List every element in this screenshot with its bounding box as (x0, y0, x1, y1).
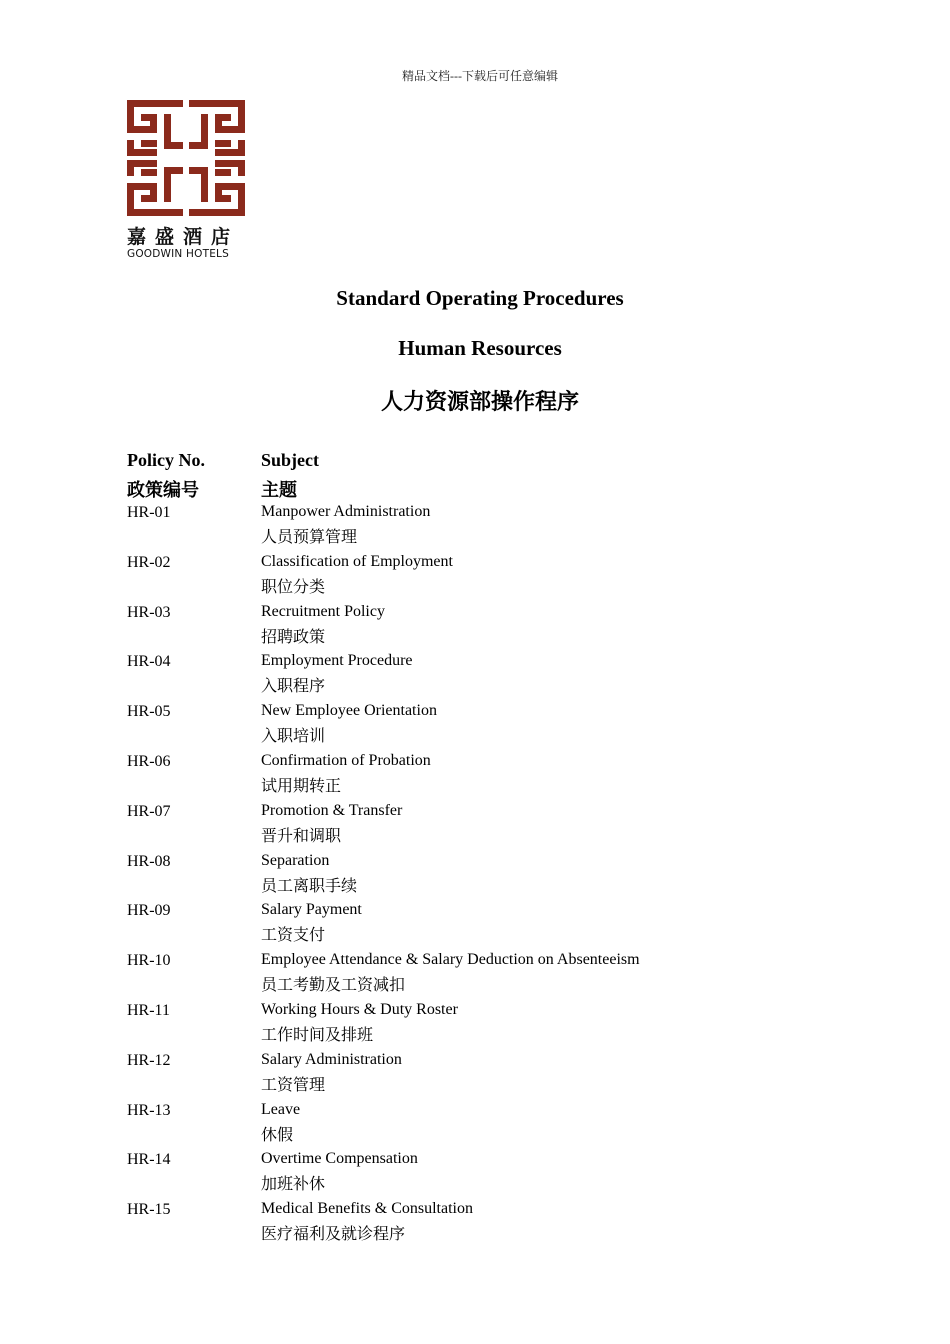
policy-number: HR-11 (127, 1001, 170, 1019)
subject-chinese: 人员预算管理 (261, 529, 358, 546)
subject-english: Confirmation of Probation (261, 751, 431, 769)
subject-english: Employment Procedure (261, 652, 413, 670)
subject-english: Promotion & Transfer (261, 801, 403, 819)
department-title: Human Resources (398, 336, 562, 360)
table-row (127, 851, 827, 901)
logo-chinese-name: 嘉盛酒店 (127, 226, 240, 248)
policy-subject (261, 701, 437, 751)
subject-chinese: 试用期转正 (261, 777, 342, 795)
subject-chinese: 工作时间及排班 (261, 1026, 374, 1044)
subject-chinese: 休假 (261, 1126, 294, 1144)
policy-subject (261, 552, 453, 602)
subject-chinese: 入职培训 (261, 728, 326, 746)
subject-chinese: 职位分类 (261, 578, 326, 596)
table-row (127, 950, 827, 1000)
policy-subject (261, 1149, 418, 1199)
table-header-en (127, 450, 827, 476)
policy-number: HR-14 (127, 1151, 171, 1169)
table-row (127, 1149, 827, 1199)
subject-english: Leave (261, 1100, 301, 1118)
policy-number: HR-12 (127, 1051, 171, 1069)
subject-english: Separation (261, 851, 330, 869)
policy-subject (261, 1050, 402, 1100)
policy-no-header: Policy No. (127, 450, 205, 470)
policy-number: HR-13 (127, 1101, 171, 1119)
subject-english: Classification of Employment (261, 552, 453, 570)
policy-number: HR-15 (127, 1201, 171, 1219)
policy-number: HR-01 (127, 504, 171, 521)
subject-english: Recruitment Policy (261, 602, 385, 620)
subject-english: Medical Benefits & Consultation (261, 1200, 473, 1218)
subject-chinese: 晋升和调职 (261, 827, 342, 845)
policy-number: HR-07 (127, 802, 171, 820)
policy-subject (261, 602, 385, 652)
policy-subject (261, 1000, 458, 1050)
policy-number: HR-09 (127, 902, 171, 920)
table-row (127, 900, 827, 950)
subject-english: Employee Attendance & Salary Deduction on Absenteeism (261, 951, 640, 969)
policy-number: HR-10 (127, 952, 171, 970)
table-row (127, 1100, 827, 1150)
subject-chinese: 员工考勤及工资减扣 (261, 977, 406, 995)
policy-subject (261, 651, 413, 701)
subject-chinese: 医疗福利及就诊程序 (261, 1226, 406, 1244)
table-row (127, 602, 827, 652)
subject-english: New Employee Orientation (261, 702, 437, 720)
subject-chinese: 员工离职手续 (261, 877, 358, 895)
subject-english: Manpower Administration (261, 503, 431, 520)
table-header-cn (127, 476, 827, 502)
table-row (127, 552, 827, 602)
policy-number: HR-06 (127, 752, 171, 770)
policy-number: HR-03 (127, 603, 171, 621)
policy-table (127, 450, 827, 1249)
subject-chinese: 招聘政策 (261, 628, 326, 646)
goodwin-hotels-logo (127, 100, 247, 265)
table-row (127, 651, 827, 701)
policy-subject (261, 751, 431, 801)
policy-number: HR-08 (127, 852, 171, 870)
subject-chinese: 工资支付 (261, 927, 326, 945)
policy-subject (261, 502, 430, 552)
table-row (127, 502, 827, 552)
table-row (127, 1199, 827, 1249)
subject-english: Working Hours & Duty Roster (261, 1000, 458, 1018)
subject-header-cn: 主题 (261, 480, 297, 500)
table-row (127, 801, 827, 851)
table-row (127, 1000, 827, 1050)
policy-no-header-cn: 政策编号 (127, 480, 199, 500)
subject-chinese: 入职程序 (261, 678, 326, 696)
policy-subject (261, 900, 362, 950)
table-row (127, 1050, 827, 1100)
document-title: Standard Operating Procedures (336, 286, 624, 310)
policy-subject (261, 851, 357, 901)
policy-number: HR-04 (127, 653, 171, 671)
logo-english-name: GOODWIN HOTELS (127, 248, 229, 260)
department-title-cn: 人力资源部操作程序 (380, 389, 579, 414)
subject-chinese: 加班补休 (261, 1176, 326, 1194)
policy-subject (261, 801, 402, 851)
subject-english: Salary Payment (261, 901, 362, 919)
subject-header: Subject (261, 450, 319, 470)
subject-chinese: 工资管理 (261, 1076, 326, 1094)
policy-subject (261, 1199, 473, 1249)
policy-subject (261, 1100, 300, 1150)
logo-mark-icon (127, 100, 245, 216)
subject-english: Salary Administration (261, 1050, 402, 1068)
table-row (127, 751, 827, 801)
policy-number: HR-02 (127, 553, 171, 571)
table-row (127, 701, 827, 751)
policy-number: HR-05 (127, 703, 171, 721)
subject-english: Overtime Compensation (261, 1150, 418, 1168)
policy-subject (261, 950, 640, 1000)
header-note: 精品文档---下载后可任意编辑 (402, 69, 558, 83)
